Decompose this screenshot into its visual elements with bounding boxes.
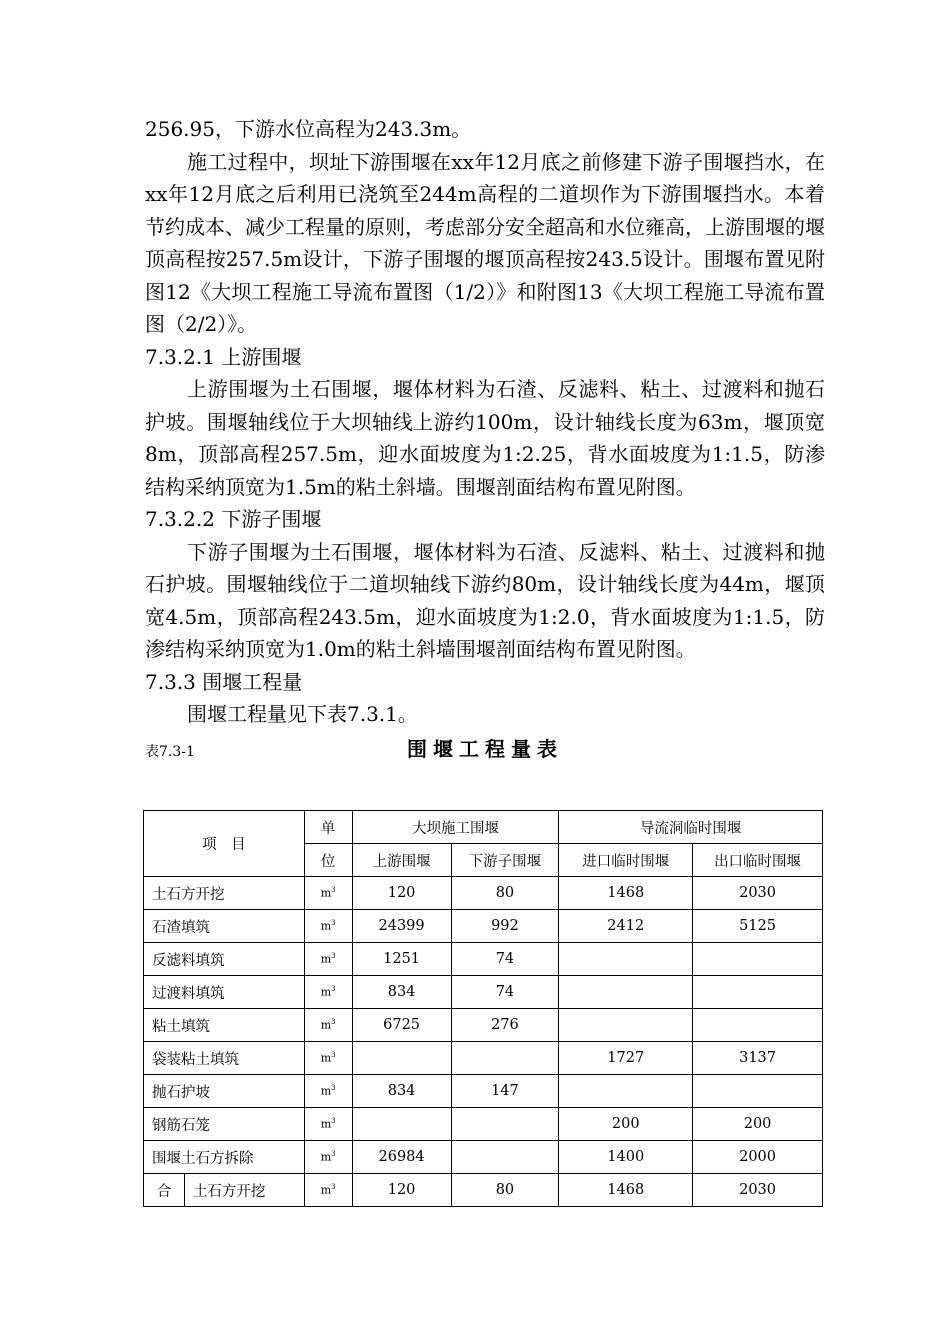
row-item-name: 过渡料填筑 <box>144 976 305 1009</box>
table-row <box>144 910 823 943</box>
total-inlet: 1468 <box>559 1174 693 1207</box>
header-group-dam: 大坝施工围堰 <box>352 811 559 844</box>
row-unit: $m^3$ <box>304 976 352 1009</box>
row-item-name: 反滤料填筑 <box>144 943 305 976</box>
total-upstream: 120 <box>352 1174 451 1207</box>
row-item-name: 袋装粘土填筑 <box>144 1042 305 1075</box>
header-unit-top: 单 <box>304 811 352 844</box>
row-outlet-value <box>693 976 823 1009</box>
table-row <box>144 1108 823 1141</box>
row-unit: $m^3$ <box>304 877 352 910</box>
row-downstream-value: 80 <box>451 877 559 910</box>
row-inlet-value <box>559 976 693 1009</box>
total-label: 合 <box>144 1174 185 1207</box>
row-outlet-value <box>693 1075 823 1108</box>
quantity-table <box>143 810 823 1207</box>
paragraph-construction-process: 施工过程中，坝址下游围堰在xx年12月底之前修建下游子围堰挡水，在xx年12月底之后利用已浇筑至244m高程的二道坝作为下游围堰挡水。本着节约成本、减少工程量的原则，考虑部分安全超高和水位雍高，上游围堰的堰顶高程按257.5m设计，下游子围堰的堰顶高程按243.5设计。围堰布置见附图12《大坝工程施工导流布置图（1/2）》和附图13《大坝工程施工导流布置图（2/2）》。 <box>145 149 825 336</box>
row-unit: $m^3$ <box>304 1108 352 1141</box>
header-upstream: 上游围堰 <box>352 844 451 877</box>
row-downstream-value <box>451 1141 559 1174</box>
table-header-row <box>144 811 823 844</box>
table-body <box>144 877 823 1174</box>
row-outlet-value: 200 <box>693 1108 823 1141</box>
heading-upstream-cofferdam: 7.3.2.1 上游围堰 <box>145 344 302 369</box>
header-unit-bottom: 位 <box>304 844 352 877</box>
row-upstream-value: 6725 <box>352 1009 451 1042</box>
row-unit: $m^3$ <box>304 1141 352 1174</box>
row-outlet-value: 2030 <box>693 877 823 910</box>
row-item-name: 粘土填筑 <box>144 1009 305 1042</box>
row-inlet-value: 1468 <box>559 877 693 910</box>
paragraph-upstream-cofferdam: 上游围堰为土石围堰，堰体材料为石渣、反滤料、粘土、过渡料和抛石护坡。围堰轴线位于大坝轴线上游约100m，设计轴线长度为63m，堰顶宽8m，顶部高程257.5m，迎水面坡度为1:2.25，背水面坡度为1:1.5，防渗结构采纳顶宽为1.5m的粘土斜墙。围堰剖面结构布置见附图。 <box>145 377 825 499</box>
table-title: 围堰工程量表 <box>407 736 563 761</box>
row-upstream-value: 834 <box>352 976 451 1009</box>
header-group-diversion: 导流洞临时围堰 <box>559 811 823 844</box>
header-item: 项 目 <box>144 811 305 877</box>
document-body <box>145 113 825 761</box>
row-upstream-value <box>352 1042 451 1075</box>
total-outlet: 2030 <box>693 1174 823 1207</box>
row-upstream-value: 1251 <box>352 943 451 976</box>
row-upstream-value <box>352 1108 451 1141</box>
header-inlet: 进口临时围堰 <box>559 844 693 877</box>
header-downstream: 下游子围堰 <box>451 844 559 877</box>
row-item-name: 围堰土石方拆除 <box>144 1141 305 1174</box>
table-row <box>144 1009 823 1042</box>
total-downstream: 80 <box>451 1174 559 1207</box>
paragraph-quantity-intro: 围堰工程量见下表7.3.1。 <box>187 702 418 726</box>
header-outlet: 出口临时围堰 <box>693 844 823 877</box>
row-unit: $m^3$ <box>304 1009 352 1042</box>
table-caption <box>145 733 825 761</box>
table-label: 表7.3-1 <box>145 743 195 760</box>
row-inlet-value <box>559 943 693 976</box>
table-row <box>144 976 823 1009</box>
total-unit: $m^3$ <box>304 1174 352 1207</box>
row-downstream-value <box>451 1042 559 1075</box>
table-total-row <box>144 1174 823 1207</box>
table-row <box>144 1141 823 1174</box>
row-inlet-value: 200 <box>559 1108 693 1141</box>
table-row <box>144 1042 823 1075</box>
row-inlet-value: 1727 <box>559 1042 693 1075</box>
row-inlet-value: 1400 <box>559 1141 693 1174</box>
row-item-name: 抛石护坡 <box>144 1075 305 1108</box>
row-upstream-value: 834 <box>352 1075 451 1108</box>
row-upstream-value: 26984 <box>352 1141 451 1174</box>
row-upstream-value: 24399 <box>352 910 451 943</box>
row-downstream-value: 992 <box>451 910 559 943</box>
row-inlet-value <box>559 1075 693 1108</box>
table-row <box>144 1075 823 1108</box>
row-inlet-value: 2412 <box>559 910 693 943</box>
row-item-name: 钢筋石笼 <box>144 1108 305 1141</box>
table-row <box>144 943 823 976</box>
row-downstream-value: 74 <box>451 976 559 1009</box>
row-outlet-value: 5125 <box>693 910 823 943</box>
row-unit: $m^3$ <box>304 1042 352 1075</box>
heading-downstream-cofferdam: 7.3.2.2 下游子围堰 <box>145 507 322 531</box>
heading-cofferdam-quantity: 7.3.3 围堰工程量 <box>145 669 303 694</box>
row-item-name: 土石方开挖 <box>144 877 305 910</box>
paragraph-continuation: 256.95，下游水位高程为243.3m。 <box>145 117 472 141</box>
row-unit: $m^3$ <box>304 1075 352 1108</box>
total-item-name: 土石方开挖 <box>184 1174 304 1207</box>
row-unit: $m^3$ <box>304 910 352 943</box>
table-row <box>144 877 823 910</box>
row-upstream-value: 120 <box>352 877 451 910</box>
row-outlet-value: 3137 <box>693 1042 823 1075</box>
row-item-name: 石渣填筑 <box>144 910 305 943</box>
paragraph-downstream-cofferdam-text: 下游子围堰为土石围堰，堰体材料为石渣、反滤料、粘土、过渡料和抛石护坡。围堰轴线位于二道坝轴线下游约80m，设计轴线长度为44m，堰顶宽4.5m，顶部高程243.5m，迎水面坡度为1:2.0，背水面坡度为1:1.5，防渗结构采纳顶宽为1.0m的粘土斜墙围堰剖面结构布置见附图。 <box>145 539 825 661</box>
row-downstream-value: 74 <box>451 943 559 976</box>
row-outlet-value <box>693 943 823 976</box>
row-downstream-value: 147 <box>451 1075 559 1108</box>
row-downstream-value <box>451 1108 559 1141</box>
row-outlet-value <box>693 1009 823 1042</box>
row-inlet-value <box>559 1009 693 1042</box>
row-downstream-value: 276 <box>451 1009 559 1042</box>
row-outlet-value: 2000 <box>693 1141 823 1174</box>
row-unit: $m^3$ <box>304 943 352 976</box>
